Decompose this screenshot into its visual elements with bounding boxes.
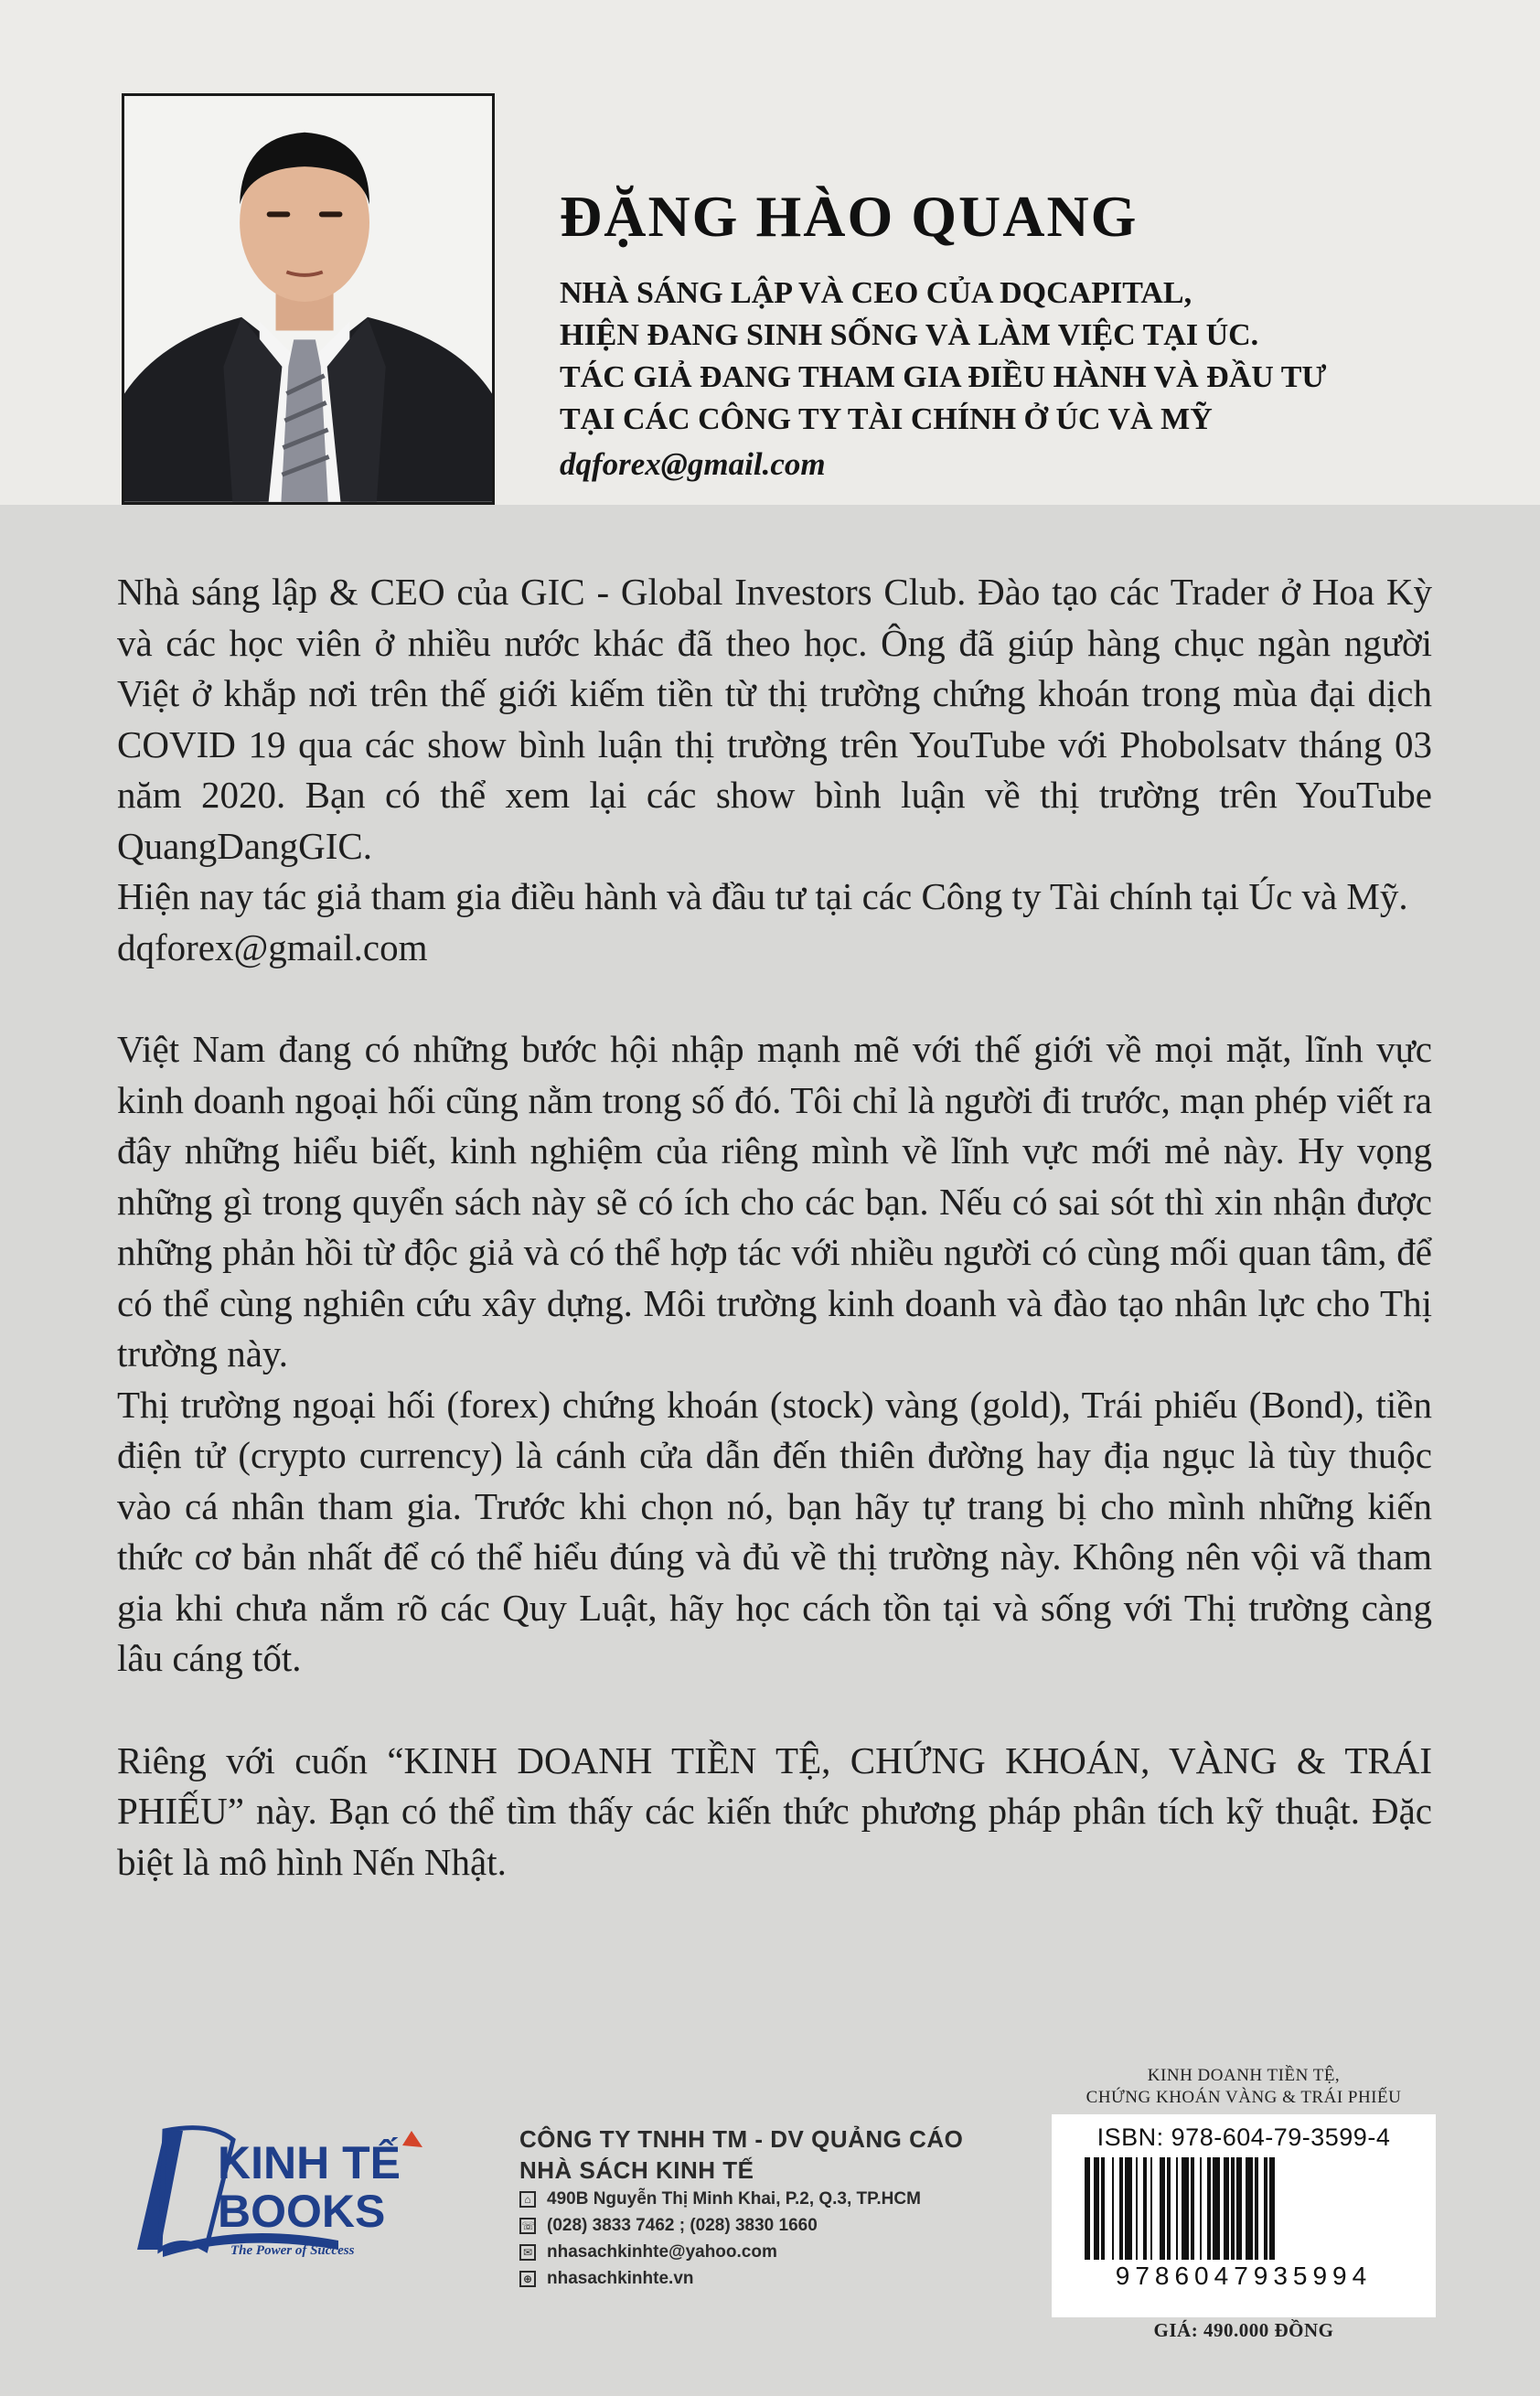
isbn-digits: 9786047935994 [1115,2262,1373,2290]
email-icon: ✉ [519,2244,536,2261]
book-logo-icon [128,2113,448,2273]
barcode-bar [1231,2157,1235,2260]
isbn-area [1052,2065,1436,2342]
barcode-bar [1207,2157,1211,2260]
barcode-bar [1246,2157,1253,2260]
barcode-bar [1182,2157,1189,2260]
author-portrait-image [124,96,492,502]
barcode-bar [1112,2157,1114,2260]
globe-icon: ⊕ [519,2271,536,2287]
closing-paragraph: Riêng với cuốn “KINH DOANH TIỀN TỆ, CHỨNG KHOÁN, VÀNG & TRÁI PHIẾU” này. Bạn có thể tìm thấy các kiến thức phương pháp phân tích kỹ thuật. Đặc biệt là mô hình Nến Nhật. [117,1738,1432,1883]
author-email: dqforex@gmail.com [560,446,826,482]
barcode-bar [1269,2157,1275,2260]
publisher-address-row [519,2186,995,2212]
barcode-bar [1236,2157,1242,2260]
publisher-phone: (028) 3833 7462 ; (028) 3830 1660 [547,2216,818,2235]
publisher-phone-row [519,2212,995,2239]
barcode-bar [1085,2157,1090,2260]
barcode-bar [1160,2157,1165,2260]
barcode-bar [1150,2157,1152,2260]
barcode-bar [1224,2157,1229,2260]
publisher-email: nhasachkinhte@yahoo.com [547,2242,777,2262]
barcode-bar [1176,2157,1178,2260]
author-title-line: TÁC GIẢ ĐANG THAM GIA ĐIỀU HÀNH VÀ ĐẦU TƯ [560,360,1327,394]
barcode-bar [1143,2157,1147,2260]
barcode-bar [1094,2157,1099,2260]
intro-paragraph-2: Thị trường ngoại hối (forex) chứng khoán (stock) vàng (gold), Trái phiếu (Bond), tiền điện tử (crypto currency) là cánh cửa dẫn đến thiên đường hay địa ngục là tùy thuộc vào cá nhân tham gia. Trước khi chọn nó, bạn hãy tự trang bị cho mình những kiến thức cơ bản nhất để có thể hiểu đúng và đủ về thị trường này. Không nên vội vã tham gia khi chưa nắm rõ các Quy Luật, hãy học cách tồn tại và sống với Thị trường càng lâu cáng tốt. [117,1383,1432,1679]
publisher-website-row [519,2265,995,2292]
barcode-bar [1101,2157,1105,2260]
barcode-bar [1191,2157,1194,2260]
publisher-info [519,2123,995,2292]
map-pin-icon: ⌂ [519,2191,536,2208]
publisher-address: 490B Nguyễn Thị Minh Khai, P.2, Q.3, TP.HCM [547,2189,921,2209]
isbn-book-title-2: CHỨNG KHOÁN VÀNG & TRÁI PHIẾU [1085,2088,1402,2107]
intro-paragraph-1: Việt Nam đang có những bước hội nhập mạnh mẽ với thế giới về mọi mặt, lĩnh vực kinh doanh ngoại hối cũng nằm trong số đó. Tôi chỉ là người đi trước, mạn phép viết ra đây những hiểu biết, kinh nghiệm của riêng mình về lĩnh vực mới mẻ này. Hy vọng những gì trong quyển sách này sẽ có ích cho các bạn. Nếu có sai sót thì xin nhận được những phản hồi từ độc giả và có thể hợp tác với nhiều người có cùng mối quan tâm, để có thể cùng nghiên cứu xây dựng. Môi trường kinh doanh và đào tạo nhân lực cho Thị trường này. [117,1028,1432,1374]
bio-email: dqforex@gmail.com [117,925,428,968]
isbn-book-title-1: KINH DOANH TIỀN TỆ, [1147,2066,1341,2085]
logo-tagline: The Power of Success [230,2243,355,2258]
publisher-name-line-1: CÔNG TY TNHH TM - DV QUẢNG CÁO [519,2125,964,2153]
barcode-image [1079,2157,1408,2260]
isbn-label: ISBN: 978-604-79-3599-4 [1096,2123,1391,2151]
price-label: GIÁ: 490.000 ĐỒNG [1153,2319,1334,2341]
kinhte-books-logo [128,2113,448,2273]
barcode-bar [1119,2157,1123,2260]
back-cover-text [117,567,1432,1888]
barcode-bar [1200,2157,1202,2260]
bio-paragraph: Nhà sáng lập & CEO của GIC - Global Investors Club. Đào tạo các Trader ở Hoa Kỳ và các học viên ở nhiều nước khác đã theo học. Ông đã giúp hàng chục ngàn người Việt ở khắp nơi trên thế giới kiếm tiền từ thị trường chứng khoán trong mùa đại dịch COVID 19 qua các show bình luận thị trường trên YouTube với Phobolsatv tháng 03 năm 2020. Bạn có thể xem lại các show bình luận về thị trường trên YouTube QuangDangGIC. [117,571,1432,867]
author-title-line: NHÀ SÁNG LẬP VÀ CEO CỦA DQCAPITAL, [560,276,1192,310]
publisher-email-row [519,2239,995,2265]
isbn-barcode-box [1052,2114,1436,2317]
author-title-line: HIỆN ĐANG SINH SỐNG VÀ LÀM VIỆC TẠI ÚC. [560,318,1259,352]
barcode-bar [1125,2157,1132,2260]
phone-icon: ☏ [521,2219,536,2232]
author-photo [122,93,495,505]
barcode-bar [1213,2157,1220,2260]
logo-text-books: BOOKS [218,2186,386,2237]
publisher-name-line-2: NHÀ SÁCH KINH TẾ [519,2156,754,2184]
barcode-bar [1136,2157,1138,2260]
barcode-bar [1167,2157,1171,2260]
barcode-bar [1264,2157,1267,2260]
author-name: ĐẶNG HÀO QUANG [560,184,1139,249]
barcode-bar [1255,2157,1258,2260]
bio-paragraph-2: Hiện nay tác giả tham gia điều hành và đầu tư tại các Công ty Tài chính tại Úc và Mỹ. [117,875,1408,917]
publisher-website: nhasachkinhte.vn [547,2269,694,2288]
author-title-line: TẠI CÁC CÔNG TY TÀI CHÍNH Ở ÚC VÀ MỸ [560,402,1213,436]
logo-text-kinhte: KINH TẾ [218,2137,401,2188]
author-info [560,183,1474,488]
